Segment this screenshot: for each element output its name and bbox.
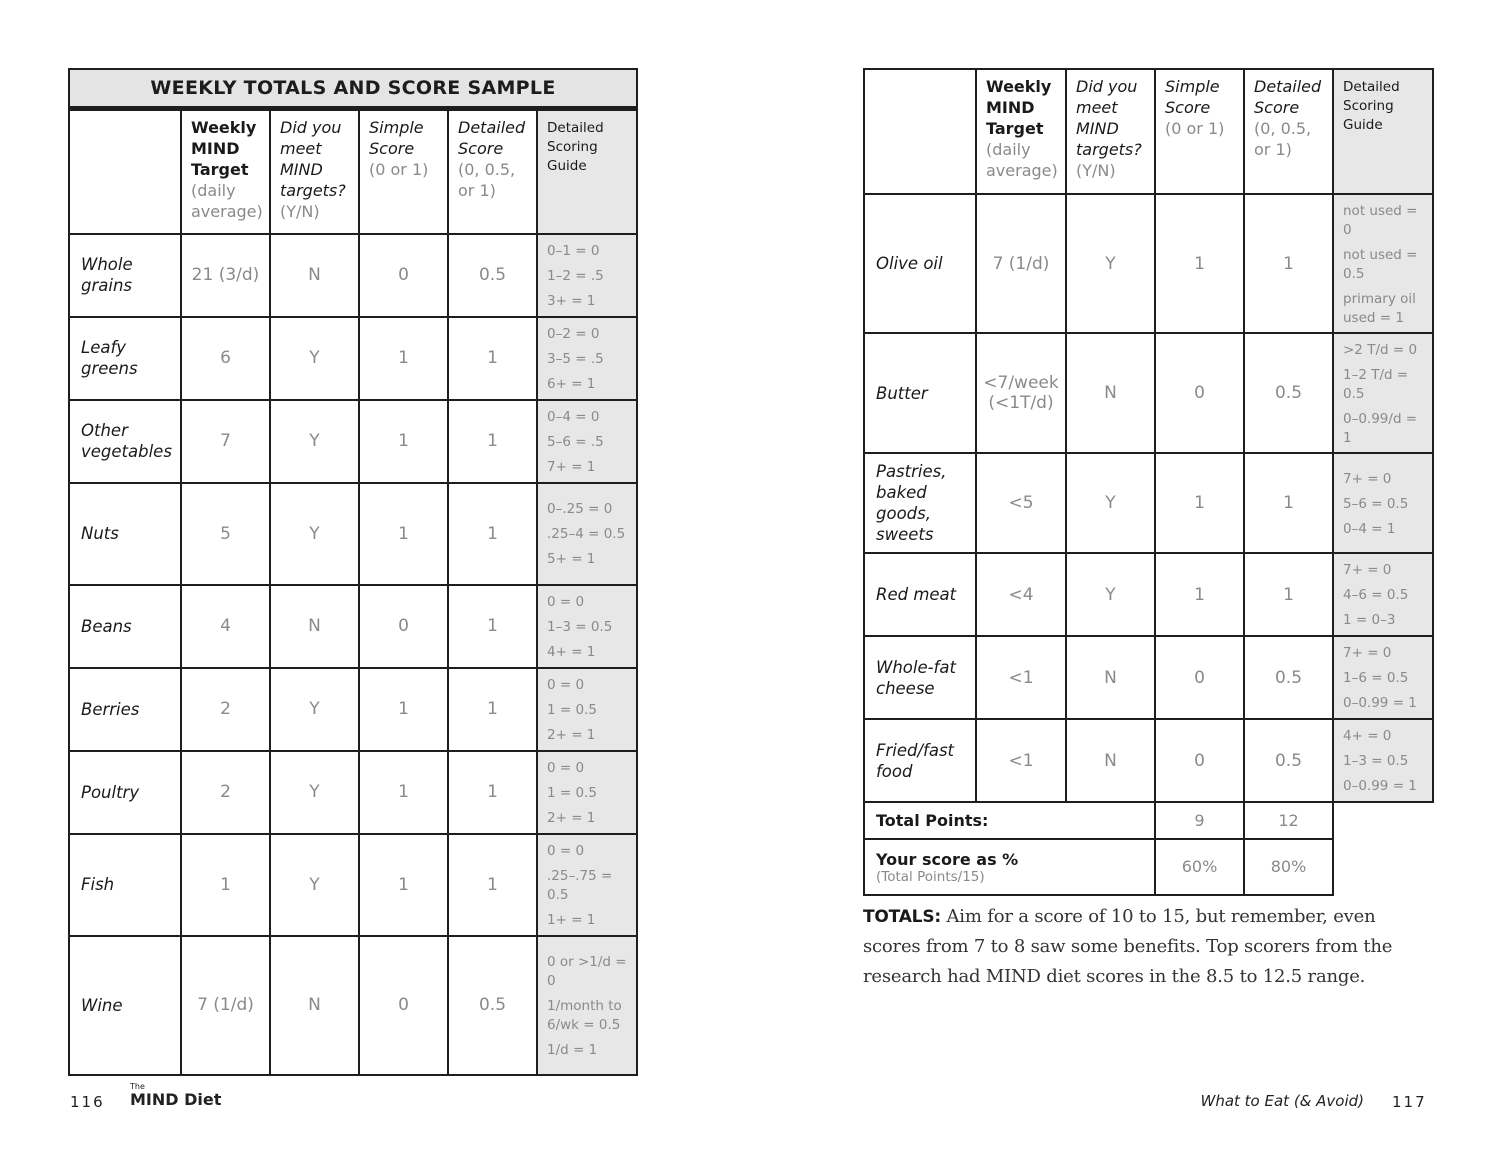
header-scoring-guide: Detailed Scoring Guide (537, 109, 637, 234)
table-row (69, 234, 637, 317)
score-percent-label: Your score as % (Total Points/15) (864, 839, 1155, 895)
total-points-label: Total Points: (864, 802, 1155, 839)
food-label: Other vegetables (69, 400, 181, 483)
total-points-row (864, 802, 1433, 839)
detailed-score-value: 0.5 (1244, 636, 1333, 719)
header-simple-score: Simple Score (0 or 1) (359, 109, 448, 234)
detailed-score-value: 1 (448, 483, 537, 585)
scoring-guide (537, 585, 637, 668)
header-met-targets: Did you meet MIND targets? (Y/N) (1066, 69, 1155, 194)
met-target-value: N (270, 585, 359, 668)
scoring-guide-line: 1 = 0.5 (547, 784, 597, 801)
header-detailed-score: Detailed Score (0, 0.5, or 1) (448, 109, 537, 234)
met-target-value: N (270, 936, 359, 1075)
header-met-targets: Did you meet MIND targets? (Y/N) (270, 109, 359, 234)
scoring-guide-line: 1–3 = 0.5 (547, 618, 613, 635)
simple-score-value: 0 (359, 585, 448, 668)
scoring-guide-line: 1–3 = 0.5 (1343, 753, 1409, 769)
met-target-value: Y (270, 751, 359, 834)
header-detailed-score: Detailed Score (0, 0.5, or 1) (1244, 69, 1333, 194)
table-row (864, 194, 1433, 333)
table-row (864, 636, 1433, 719)
header-blank (864, 69, 976, 194)
score-percent-sublabel: (Total Points/15) (876, 868, 985, 885)
scoring-guide-line: 1/d = 1 (547, 1041, 598, 1058)
scoring-guide-line: 0–.25 = 0 (547, 501, 613, 517)
scoring-guide (1333, 553, 1433, 636)
scoring-guide (537, 400, 637, 483)
page-number-left: 116 (70, 1093, 105, 1111)
scoring-guide-line: 0 = 0 (547, 842, 585, 859)
scoring-guide-line: 5+ = 1 (547, 551, 596, 567)
scoring-guide-line: 4–6 = 0.5 (1343, 587, 1409, 603)
header-simple-score: Simple Score (0 or 1) (1155, 69, 1244, 194)
food-label: Wine (69, 936, 181, 1075)
simple-score-value: 1 (359, 668, 448, 751)
scoring-guide-line: 7+ = 0 (1343, 645, 1392, 661)
scoring-guide-line: not used = 0.5 (1343, 246, 1418, 282)
scoring-guide-line: 0–0.99 = 1 (1343, 778, 1417, 794)
scoring-guide-line: 4+ = 0 (1343, 728, 1392, 744)
detailed-score-value: 0.5 (1244, 719, 1333, 802)
scoring-guide-line: 6+ = 1 (547, 375, 596, 392)
table-row (864, 553, 1433, 636)
scoring-guide-line: 5–6 = 0.5 (1343, 495, 1409, 512)
scoring-guide-line: 1/month to 6/wk = 0.5 (547, 997, 622, 1033)
scoring-guide-line: not used = 0 (1343, 202, 1418, 238)
table-row (69, 936, 637, 1075)
met-target-value: N (270, 234, 359, 317)
detailed-score-value: 1 (448, 751, 537, 834)
scoring-guide (1333, 194, 1433, 333)
scoring-guide-line: 2+ = 1 (547, 809, 596, 826)
detailed-score-value: 1 (448, 400, 537, 483)
left-table-body (69, 234, 637, 1075)
scoring-guide-line: 2+ = 1 (547, 726, 596, 743)
table-row (69, 400, 637, 483)
book-title-small: The (130, 1082, 145, 1091)
scoring-guide (537, 936, 637, 1075)
simple-score-value: 1 (359, 751, 448, 834)
weekly-target-value: 2 (181, 668, 270, 751)
food-label: Nuts (69, 483, 181, 585)
scoring-guide (537, 751, 637, 834)
scoring-guide (537, 483, 637, 585)
blank-cell (1333, 839, 1433, 895)
scoring-guide-line: 4+ = 1 (547, 643, 596, 660)
food-label: Whole grains (69, 234, 181, 317)
food-label: Olive oil (864, 194, 976, 333)
food-label: Pastries, baked goods, sweets (864, 453, 976, 553)
scoring-guide-line: 7+ = 0 (1343, 562, 1392, 578)
food-label: Berries (69, 668, 181, 751)
table-row (69, 483, 637, 585)
scoring-guide-line: >2 T/d = 0 (1343, 341, 1418, 358)
met-target-value: Y (270, 834, 359, 936)
header-row (69, 109, 637, 234)
food-label: Fish (69, 834, 181, 936)
scoring-guide-line: 0 or >1/d = 0 (547, 953, 627, 989)
scoring-guide-line: 3–5 = .5 (547, 350, 604, 367)
table-row (69, 668, 637, 751)
scoring-guide-line: 1–2 = .5 (547, 267, 604, 284)
weekly-target-value: 21 (3/d) (181, 234, 270, 317)
scoring-guide-line: 1–6 = 0.5 (1343, 670, 1409, 686)
simple-score-value: 0 (1155, 636, 1244, 719)
detailed-score-value: 0.5 (448, 234, 537, 317)
scoring-guide-line: 7+ = 1 (547, 458, 596, 475)
scoring-guide-line: 0 = 0 (547, 759, 585, 776)
header-blank (69, 109, 181, 234)
table-title: WEEKLY TOTALS AND SCORE SAMPLE (69, 69, 637, 109)
table-row (69, 585, 637, 668)
totals-note (863, 902, 1433, 992)
simple-score-value: 1 (359, 317, 448, 400)
detailed-score-value: 1 (448, 585, 537, 668)
score-percent-simple: 60% (1155, 839, 1244, 895)
scoring-guide-line: 3+ = 1 (547, 292, 596, 309)
table-row (864, 333, 1433, 453)
detailed-score-value: 1 (1244, 194, 1333, 333)
section-title: What to Eat (& Avoid) (1200, 1092, 1364, 1110)
met-target-value: Y (270, 400, 359, 483)
total-points-simple: 9 (1155, 802, 1244, 839)
met-target-value: Y (1066, 453, 1155, 553)
header-scoring-guide: Detailed Scoring Guide (1333, 69, 1433, 194)
met-target-value: N (1066, 636, 1155, 719)
scoring-guide (537, 668, 637, 751)
table-row (69, 317, 637, 400)
simple-score-value: 1 (359, 483, 448, 585)
table-row (69, 834, 637, 936)
food-label: Red meat (864, 553, 976, 636)
header-weekly-target: Weekly MIND Target (daily average) (976, 69, 1066, 194)
simple-score-value: 1 (1155, 453, 1244, 553)
weekly-target-value: 2 (181, 751, 270, 834)
simple-score-value: 1 (359, 400, 448, 483)
simple-score-value: 0 (359, 234, 448, 317)
weekly-target-value: 6 (181, 317, 270, 400)
detailed-score-value: 1 (448, 317, 537, 400)
scoring-guide (537, 834, 637, 936)
food-label: Leafy greens (69, 317, 181, 400)
met-target-value: N (1066, 719, 1155, 802)
scoring-guide (537, 234, 637, 317)
scoring-guide-line: primary oil used = 1 (1343, 290, 1416, 326)
detailed-score-value: 1 (448, 834, 537, 936)
weekly-target-value: 5 (181, 483, 270, 585)
score-percent-row (864, 839, 1433, 895)
weekly-target-value: <1 (976, 636, 1066, 719)
scoring-guide-line: .25–.75 = 0.5 (547, 867, 613, 903)
simple-score-value: 1 (359, 834, 448, 936)
header-weekly-target: Weekly MIND Target (daily average) (181, 109, 270, 234)
header-row (864, 69, 1433, 194)
simple-score-value: 0 (1155, 333, 1244, 453)
blank-cell (1333, 802, 1433, 839)
met-target-value: N (1066, 333, 1155, 453)
weekly-target-value: 7 (181, 400, 270, 483)
weekly-target-value: 7 (1/d) (181, 936, 270, 1075)
weekly-target-value: <7/week (<1T/d) (976, 333, 1066, 453)
met-target-value: Y (270, 483, 359, 585)
weekly-totals-table-right (863, 68, 1434, 896)
scoring-guide (1333, 719, 1433, 802)
food-label: Butter (864, 333, 976, 453)
food-label: Fried/fast food (864, 719, 976, 802)
food-label: Whole-fat cheese (864, 636, 976, 719)
scoring-guide-line: 0–0.99/d = 1 (1343, 410, 1418, 446)
scoring-guide-line: 0–1 = 0 (547, 242, 600, 259)
weekly-target-value: 4 (181, 585, 270, 668)
detailed-score-value: 1 (1244, 453, 1333, 553)
detailed-score-value: 0.5 (448, 936, 537, 1075)
scoring-guide-line: 1 = 0.5 (547, 701, 597, 718)
scoring-guide-line: 0 = 0 (547, 593, 585, 610)
scoring-guide-line: 1 = 0–3 (1343, 612, 1396, 628)
food-label: Poultry (69, 751, 181, 834)
scoring-guide (1333, 333, 1433, 453)
weekly-totals-table-left (68, 68, 638, 1076)
simple-score-value: 0 (1155, 719, 1244, 802)
table-row (864, 719, 1433, 802)
score-percent-detailed: 80% (1244, 839, 1333, 895)
scoring-guide-line: .25–4 = 0.5 (547, 526, 626, 542)
total-points-detailed: 12 (1244, 802, 1333, 839)
simple-score-value: 0 (359, 936, 448, 1075)
scoring-guide-line: 5–6 = .5 (547, 433, 604, 450)
weekly-target-value: 1 (181, 834, 270, 936)
met-target-value: Y (1066, 194, 1155, 333)
scoring-guide-line: 0–2 = 0 (547, 325, 600, 342)
scoring-guide-line: 1+ = 1 (547, 911, 596, 928)
page-number-right: 117 (1392, 1093, 1427, 1111)
scoring-guide-line: 1–2 T/d = 0.5 (1343, 366, 1409, 402)
food-label: Beans (69, 585, 181, 668)
scoring-guide (537, 317, 637, 400)
book-title-logo (130, 1082, 221, 1108)
scoring-guide (1333, 453, 1433, 553)
met-target-value: Y (270, 317, 359, 400)
met-target-value: Y (1066, 553, 1155, 636)
scoring-guide-line: 0–0.99 = 1 (1343, 695, 1417, 711)
detailed-score-value: 1 (1244, 553, 1333, 636)
scoring-guide-line: 7+ = 0 (1343, 470, 1392, 487)
simple-score-value: 1 (1155, 553, 1244, 636)
table-row (69, 751, 637, 834)
weekly-target-value: 7 (1/d) (976, 194, 1066, 333)
met-target-value: Y (270, 668, 359, 751)
weekly-target-value: <4 (976, 553, 1066, 636)
scoring-guide-line: 0–4 = 0 (547, 408, 600, 425)
scoring-guide-line: 0 = 0 (547, 676, 585, 693)
book-title: MIND Diet (130, 1090, 222, 1109)
right-table-body (864, 194, 1433, 802)
weekly-target-value: <1 (976, 719, 1066, 802)
detailed-score-value: 0.5 (1244, 333, 1333, 453)
weekly-target-value: <5 (976, 453, 1066, 553)
detailed-score-value: 1 (448, 668, 537, 751)
scoring-guide (1333, 636, 1433, 719)
simple-score-value: 1 (1155, 194, 1244, 333)
totals-label: TOTALS: (863, 907, 941, 927)
totals-body: Aim for a score of 10 to 15, but remember, even scores from 7 to 8 saw some benefits. Top scorers from the research had MIND diet scores in the 8.5 to 12.5 range. (863, 906, 1393, 987)
table-row (864, 453, 1433, 553)
scoring-guide-line: 0–4 = 1 (1343, 520, 1396, 537)
